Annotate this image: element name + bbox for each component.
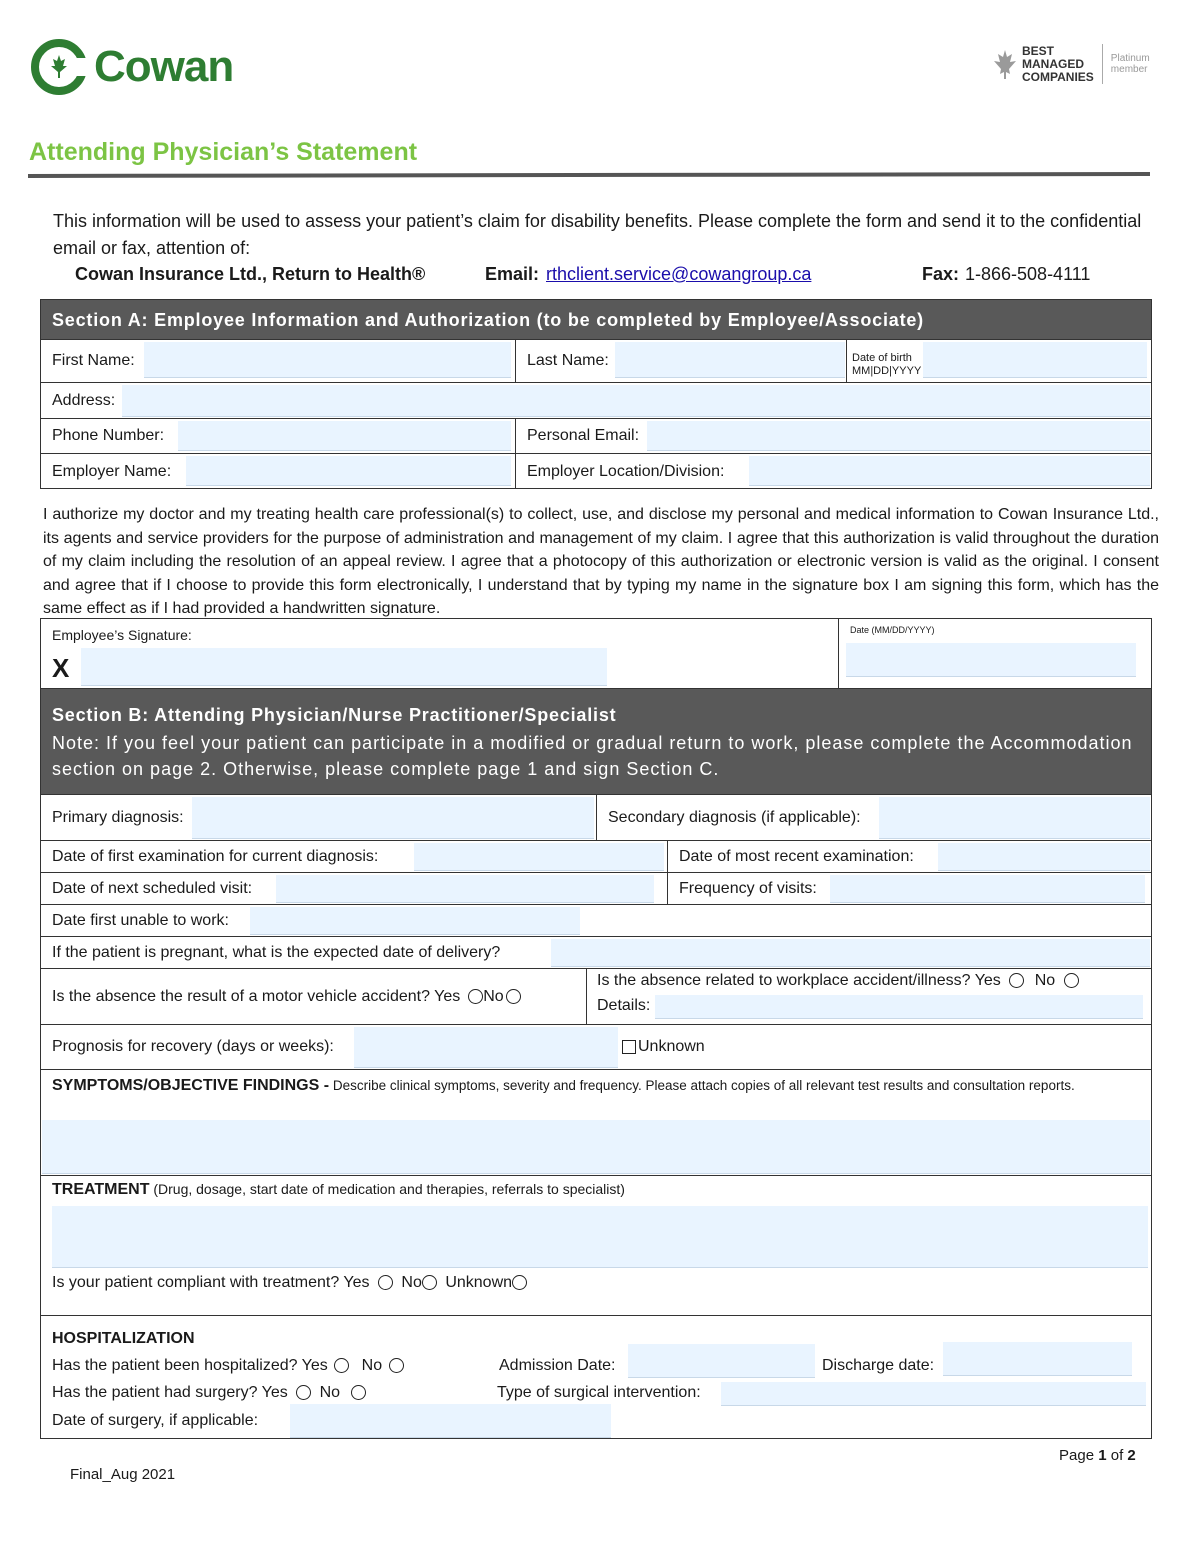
recent-exam-label: Date of most recent examination: — [679, 847, 914, 865]
workplace-no-radio[interactable] — [1064, 973, 1079, 988]
surgery-no-label: No — [319, 1384, 341, 1401]
row-contact — [41, 418, 1151, 453]
address-label: Address: — [52, 391, 116, 409]
secondary-dx-label: Secondary diagnosis (if applicable): — [608, 808, 861, 826]
surgery-no-radio[interactable] — [351, 1385, 366, 1400]
email-link[interactable]: rthclient.service@cowangroup.ca — [546, 264, 812, 284]
fax-number: 1-866-508-4111 — [965, 264, 1091, 284]
compliant-no-radio[interactable] — [422, 1275, 437, 1290]
workplace-yes-radio[interactable] — [1009, 973, 1024, 988]
employer-location-label: Employer Location/Division: — [527, 462, 725, 480]
cowan-logo — [30, 38, 233, 96]
employer-name-field[interactable] — [186, 456, 511, 486]
bmc-platinum: Platinum — [1110, 53, 1150, 64]
surgical-type-label: Type of surgical intervention: — [497, 1384, 701, 1401]
signature-date-label: Date (MM/DD/YYYY) — [850, 625, 935, 635]
unknown-label: Unknown — [638, 1038, 705, 1055]
signature-x: X — [52, 653, 70, 683]
dob-label: Date of birth — [852, 352, 912, 364]
title-rule — [28, 172, 1150, 178]
symptoms-field[interactable] — [42, 1120, 1150, 1174]
employer-name-label: Employer Name: — [52, 462, 172, 480]
surgical-type-field[interactable] — [721, 1382, 1146, 1406]
surgery-date-label: Date of surgery, if applicable: — [52, 1412, 259, 1429]
details-field[interactable] — [655, 995, 1143, 1019]
next-visit-label: Date of next scheduled visit: — [52, 879, 253, 897]
unknown-checkbox[interactable] — [622, 1040, 636, 1054]
row-employer — [41, 453, 1151, 489]
first-exam-field[interactable] — [414, 843, 664, 871]
symptoms-title: SYMPTOMS/OBJECTIVE FINDINGS - — [52, 1077, 330, 1094]
workplace-no-label: No — [1034, 972, 1056, 989]
fax-label: Fax: — [922, 264, 960, 284]
hosp-title: HOSPITALIZATION — [52, 1330, 195, 1347]
signature-box — [40, 618, 1152, 689]
treatment-field[interactable] — [52, 1206, 1148, 1268]
mva-label: Is the absence the result of a motor vehicle accident? Yes — [52, 987, 461, 1005]
bmc-line1: BEST — [1022, 43, 1055, 58]
frequency-field[interactable] — [830, 875, 1145, 903]
first-name-field[interactable] — [144, 342, 511, 378]
next-visit-field[interactable] — [276, 875, 654, 903]
section-b-note: Note: If you feel your patient can participate in a modified or gradual return to work, please complete the Accommodation section on page 2. Otherwise, please complete page 1 and sign Section C. — [52, 733, 1133, 779]
admission-label: Admission Date: — [499, 1357, 616, 1374]
prognosis-label: Prognosis for recovery (days or weeks): — [52, 1038, 334, 1055]
unable-work-label: Date first unable to work: — [52, 911, 229, 929]
details-label: Details: — [597, 997, 651, 1014]
mva-no-radio[interactable] — [506, 989, 521, 1004]
compliant-unknown-radio[interactable] — [512, 1275, 527, 1290]
pregnant-label: If the patient is pregnant, what is the expected date of delivery? — [52, 943, 501, 961]
authorization-text: I authorize my doctor and my treating health care professional(s) to collect, use, and disclose my personal and medical information to Cowan Insurance Ltd., its agents and service providers for the purpose of administration and management of my claim. I agree that this authorization is valid throughout the duration of my claim including the resolution of an appeal review. I agree that a photocopy of this authorization or electronic version is valid as the original. I consent and agree that if I choose to provide this form electronically, I understand that by typing my name in the signature box I am signing this form, which has the same effect as if I had provided a handwritten signature. — [43, 506, 1159, 617]
intro-text: This information will be used to assess your patient’s claim for disability benefits. Please complete the form and send it to the confidential email or fax, attention of: — [53, 211, 1142, 258]
signature-date-field[interactable] — [846, 643, 1136, 677]
admission-field[interactable] — [628, 1344, 815, 1378]
bmc-line3: COMPANIES — [1022, 69, 1094, 84]
bmc-member: member — [1110, 64, 1148, 75]
section-a-header: Section A: Employee Information and Authorization (to be completed by Employee/Associate) — [41, 300, 1151, 339]
best-managed-badge — [992, 44, 1150, 84]
hospitalized-no-label: No — [361, 1357, 383, 1374]
recent-exam-field[interactable] — [938, 843, 1150, 871]
contact-line — [75, 264, 1155, 290]
page-number: Page 1 of 2 — [1059, 1447, 1136, 1464]
brand-name: Cowan — [94, 42, 234, 91]
dob-format: MM|DD|YYYY — [852, 365, 922, 377]
workplace-label: Is the absence related to workplace accident/illness? Yes — [597, 972, 1001, 989]
secondary-dx-field[interactable] — [879, 797, 1150, 839]
section-a-table — [40, 299, 1152, 489]
phone-label: Phone Number: — [52, 427, 165, 444]
employer-location-field[interactable] — [749, 456, 1150, 486]
compliant-yes-radio[interactable] — [378, 1275, 393, 1290]
mva-yes-radio[interactable] — [468, 989, 483, 1004]
signature-label: Employee’s Signature: — [52, 627, 192, 643]
first-name-label: First Name: — [52, 352, 135, 369]
bmc-line2: MANAGED — [1022, 56, 1084, 71]
frequency-label: Frequency of visits: — [679, 879, 817, 897]
version-label: Final_Aug 2021 — [70, 1466, 176, 1483]
email-label: Email: — [485, 264, 540, 284]
compliant-no-label: No — [401, 1274, 422, 1291]
compliant-label: Is your patient compliant with treatment? Yes — [52, 1274, 370, 1291]
surgery-label: Has the patient had surgery? Yes — [52, 1384, 288, 1401]
first-exam-label: Date of first examination for current diagnosis: — [52, 847, 379, 865]
primary-dx-label: Primary diagnosis: — [52, 808, 184, 826]
personal-email-field[interactable] — [647, 421, 1150, 451]
row-names — [41, 339, 1151, 382]
row-address — [41, 382, 1151, 418]
unable-work-field[interactable] — [250, 907, 580, 935]
discharge-field[interactable] — [943, 1342, 1132, 1376]
hospitalized-label: Has the patient been hospitalized? Yes — [52, 1357, 328, 1374]
primary-dx-field[interactable] — [192, 797, 594, 839]
surgery-date-field[interactable] — [290, 1404, 611, 1438]
last-name-field[interactable] — [615, 342, 845, 378]
maple-leaf-icon — [30, 38, 88, 96]
treatment-desc: (Drug, dosage, start date of medication and therapies, referrals to specialist) — [153, 1181, 625, 1197]
section-b-table — [40, 688, 1152, 1439]
hospitalized-yes-radio[interactable] — [334, 1358, 349, 1373]
section-b-header: Section B: Attending Physician/Nurse Practitioner/Specialist Note: If you feel your patient can participate in a modified or gradual return to work, please complete the Accommodation section on page 2. Otherwise, please complete page 1 and sign Section C. — [41, 689, 1151, 794]
mva-no-label: No — [483, 987, 504, 1005]
discharge-label: Discharge date: — [822, 1357, 935, 1374]
hospitalized-no-radio[interactable] — [389, 1358, 404, 1373]
bmc-divider — [1102, 44, 1103, 84]
surgery-yes-radio[interactable] — [296, 1385, 311, 1400]
company-name: Cowan Insurance Ltd., Return to Health® — [75, 264, 426, 284]
treatment-title: TREATMENT — [52, 1181, 150, 1198]
address-field[interactable] — [122, 385, 1150, 417]
personal-email-label: Personal Email: — [527, 427, 640, 444]
signature-field[interactable] — [81, 648, 607, 686]
symptoms-desc: Describe clinical symptoms, severity and frequency. Please attach copies of all relevant test results and consultation reports. — [332, 1078, 1075, 1093]
last-name-label: Last Name: — [527, 352, 609, 369]
dob-field[interactable] — [923, 342, 1147, 378]
maple-leaf-gray-icon — [992, 48, 1018, 80]
compliant-unknown-label: Unknown — [445, 1274, 513, 1291]
page-title: Attending Physician’s Statement — [29, 138, 418, 166]
phone-field[interactable] — [178, 421, 511, 451]
prognosis-field[interactable] — [354, 1027, 618, 1068]
pregnant-field[interactable] — [551, 939, 1150, 967]
